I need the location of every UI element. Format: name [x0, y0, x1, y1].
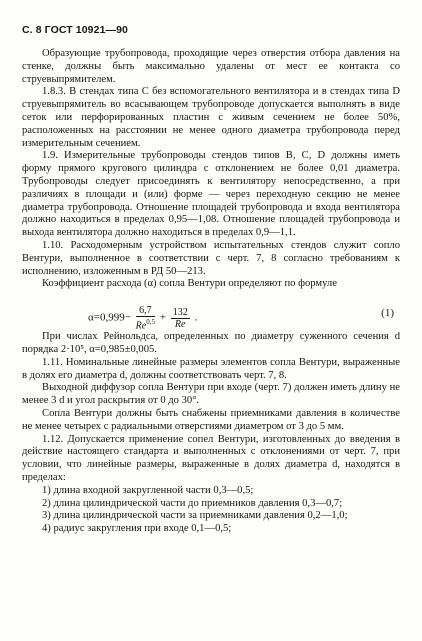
fraction-numerator: 132	[172, 306, 188, 318]
paragraph: Образующие трубопровода, проходящие через отверстия отбора давления на стенке, должны быть максимально удалены от мест ее контакта со струевыпрямителем.	[22, 48, 400, 85]
formula-end: .	[194, 311, 198, 324]
paragraph: При числах Рейнольдса, определенных по диаметру суженного сечения d порядка 2·10⁵, α=0,985±0,005.	[22, 331, 400, 355]
formula-fraction-2	[171, 307, 190, 330]
list-item: 4) радиус закругления при входе 0,1—0,5;	[42, 523, 232, 535]
paragraph: 1.9. Измерительные трубопроводы стендов типов В, С, D должны иметь форму прямого кругового цилиндра с отклонением не более 0,01 диаметра. Трубопроводы следует присоединять к вентилятору непосредственно, а при различиях в площади и (или) форме — через переходную секцию не менее диаметра трубопровода. Отношение площадей трубопровода и входа вентилятора должно находиться в пределах 0,95—1,08. Отношение площадей трубопровода и выхода вентилятора должно находиться в пределах 0,9—1,1.	[22, 150, 400, 239]
formula-plus: +	[159, 311, 166, 324]
paragraph: Сопла Вентури должны быть снабжены приемниками давления в количестве не менее четырех с радиальными отверстиями диаметром от 3 до 5 мм.	[22, 407, 400, 432]
list-item: 2) длина цилиндрической части до приемников давления 0,3—0,7;	[42, 497, 343, 509]
paragraph: 1.12. Допускается применение сопел Вентури, изготовленных до введения в действие настоящего стандарта и выполненных с отклонениями от черт. 7, при условии, что линейные размеры, выраженные в долях диаметра d, находятся в пределах:	[22, 433, 400, 483]
paragraph: 1.8.3. В стендах типа С без вспомогательного вентилятора и в стендах типа D струевыпрямитель во всасывающем трубопроводе допускается выполнять в виде сеток или перфорированных пластин с живым сечением не более 50%, расположенных на расстоянии не менее одного диаметра трубопровода перед измерительным сечением.	[22, 86, 400, 149]
formula-fraction-1	[136, 305, 155, 331]
requirements-list	[22, 485, 400, 536]
paragraph: 1.10. Расходомерным устройством испытательных стендов служит сопло Вентури, выполненное в соответствии с черт. 7, 8 согласно требованиям к исполнению, изложенным в РД 50—213.	[22, 239, 400, 277]
paragraph: 1.11. Номинальные линейные размеры элементов сопла Вентури, выраженные в долях его диаметра d, должны соответствовать черт. 7, 8.	[22, 356, 400, 381]
formula-block	[22, 293, 400, 331]
page-header: С. 8 ГОСТ 10921—90	[22, 24, 128, 36]
fraction-denominator: Re$^{0,5}$	[135, 318, 155, 332]
fraction-denominator: Re	[174, 318, 186, 330]
formula-number: (1)	[381, 307, 394, 320]
formula-lhs: α=0,999−	[88, 311, 131, 324]
list-item: 1) длина входной закругленной части 0,3—0,5;	[42, 484, 254, 496]
paragraph: Коэффициент расхода (α) сопла Вентури определяют по формуле	[42, 278, 337, 290]
list-item: 3) длина цилиндрической части за приемниками давления 0,2—1,0;	[42, 510, 348, 522]
document-body	[22, 48, 400, 536]
paragraph: Выходной диффузор сопла Вентури при входе (черт. 7) должен иметь длину не менее 3 d и угол раскрытия от 0 до 30°.	[22, 382, 400, 407]
fraction-numerator: 6,7	[136, 305, 155, 317]
formula-expression	[88, 305, 197, 331]
